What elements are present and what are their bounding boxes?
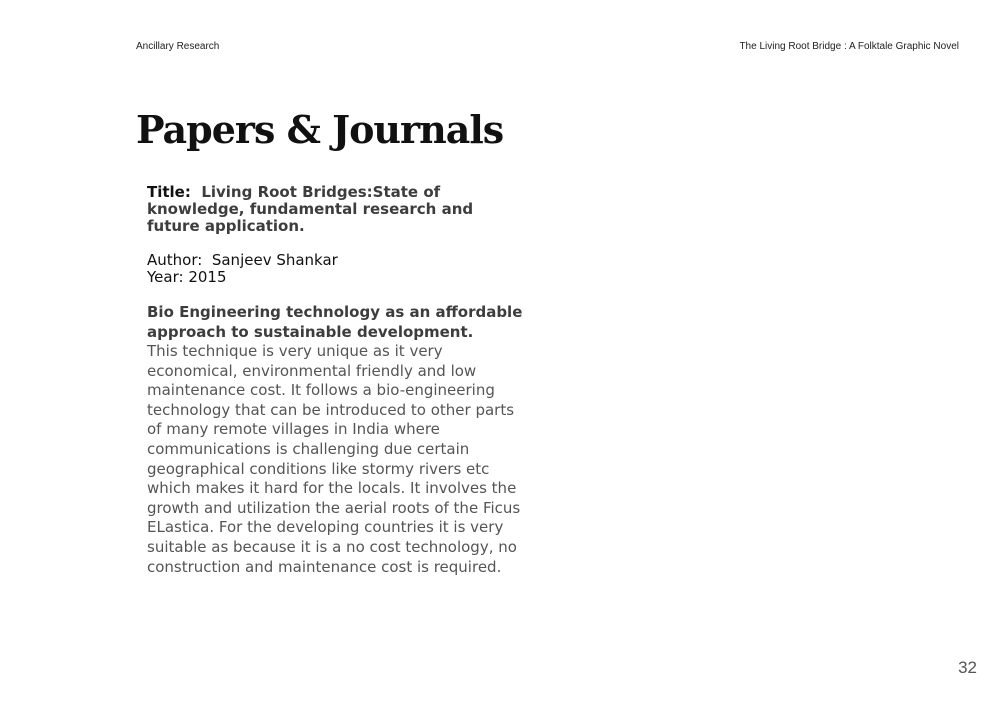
paper-title-value: Living Root Bridges:State of knowledge, fundamental research and future application. [147,183,474,235]
paper-entry [147,184,527,577]
paper-author-value: Sanjeev Shankar [211,251,338,269]
paper-year-value: 2015 [188,268,227,286]
paper-author [147,252,527,269]
paper-author-label: Author: [147,251,203,269]
paper-year-label: Year: [147,268,184,286]
paper-summary-heading: Bio Engineering technology as an affordable approach to sustainable development. [147,303,523,341]
paper-year [147,269,527,286]
header-book-title: The Living Root Bridge : A Folktale Graphic Novel [739,41,959,52]
paper-meta [147,252,527,286]
paper-title [147,184,527,235]
paper-summary-body: This technique is very unique as it very economical, environmental friendly and low maintenance cost. It follows a bio-engineering technology that can be introduced to other parts of many remote villages in India where communications is challenging due certain geographical conditions like stormy rivers etc which makes it hard for the locals. It involves the growth and utilization the aerial roots of the Ficus ELastica. For the developing countries it is very suitable as because it is a no cost technology, no construction and maintenance cost is required. [147,342,521,576]
page-title: Papers & Journals [136,107,504,152]
paper-title-label: Title: [147,183,191,201]
header-section-label: Ancillary Research [136,41,220,52]
page-number: 32 [958,658,977,677]
